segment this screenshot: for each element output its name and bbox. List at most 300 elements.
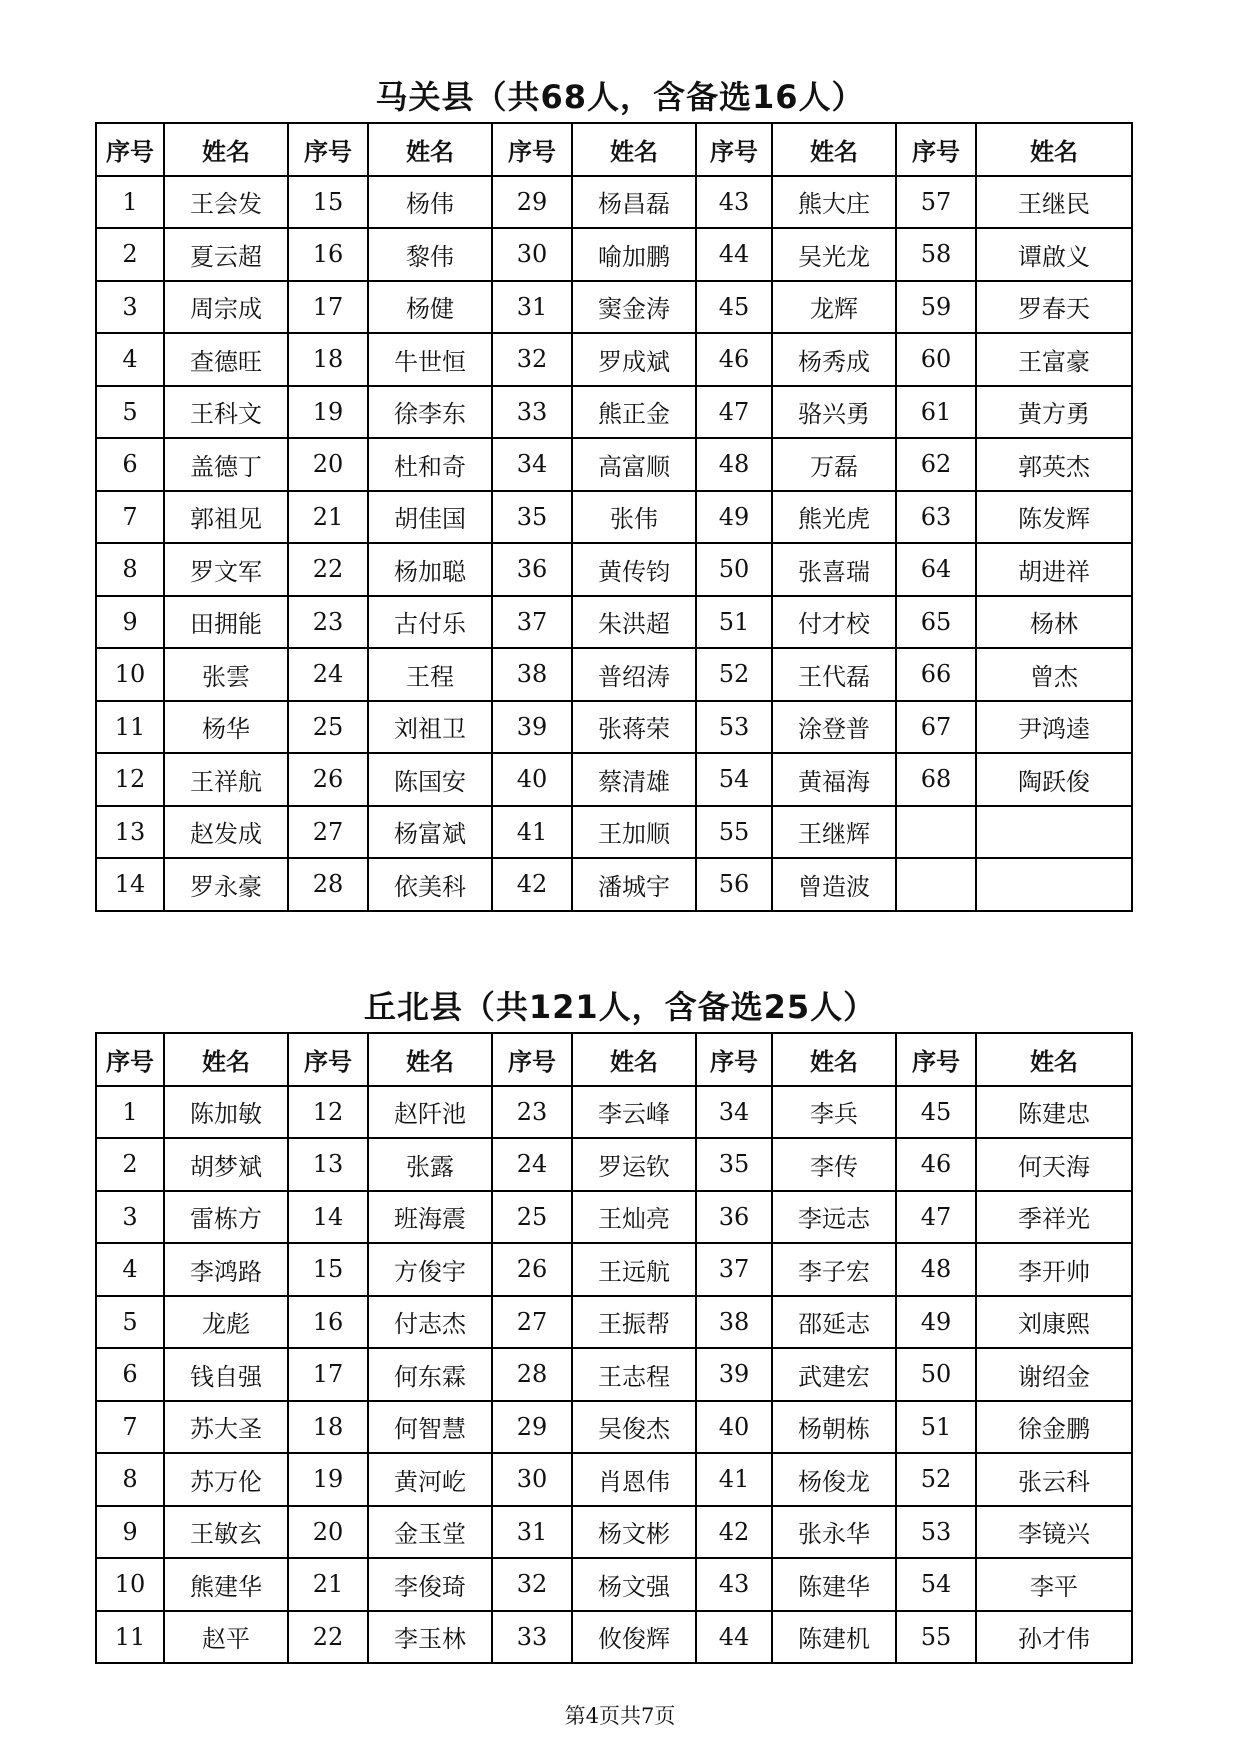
name-cell: 邵延志 — [772, 1296, 896, 1349]
name-cell: 李俊琦 — [368, 1558, 492, 1611]
seq-cell: 45 — [896, 1086, 976, 1139]
name-cell: 雷栋方 — [164, 1191, 288, 1244]
name-cell: 胡佳国 — [368, 491, 492, 544]
seq-cell: 49 — [696, 491, 772, 544]
seq-cell: 2 — [96, 228, 164, 281]
seq-cell: 46 — [696, 333, 772, 386]
name-cell: 钱自强 — [164, 1348, 288, 1401]
seq-cell: 32 — [492, 333, 572, 386]
name-cell: 高富顺 — [572, 438, 696, 491]
name-cell: 黄福海 — [772, 753, 896, 806]
name-cell: 张露 — [368, 1138, 492, 1191]
seq-cell: 37 — [696, 1243, 772, 1296]
seq-cell: 13 — [96, 806, 164, 859]
seq-cell: 10 — [96, 648, 164, 701]
name-cell: 夏云超 — [164, 228, 288, 281]
name-cell: 何东霖 — [368, 1348, 492, 1401]
name-cell: 王志程 — [572, 1348, 696, 1401]
header-row — [96, 1033, 1132, 1086]
seq-cell: 33 — [492, 1611, 572, 1664]
seq-cell: 36 — [696, 1191, 772, 1244]
seq-cell: 55 — [896, 1611, 976, 1664]
name-cell: 杨文强 — [572, 1558, 696, 1611]
name-cell: 赵平 — [164, 1611, 288, 1664]
header-seq: 序号 — [696, 1033, 772, 1086]
seq-cell: 50 — [696, 543, 772, 596]
name-cell: 杨加聪 — [368, 543, 492, 596]
name-cell: 陈发辉 — [976, 491, 1132, 544]
name-cell: 黄方勇 — [976, 386, 1132, 439]
table-row — [96, 333, 1132, 386]
name-cell: 班海震 — [368, 1191, 492, 1244]
seq-cell: 44 — [696, 1611, 772, 1664]
seq-cell: 29 — [492, 1401, 572, 1454]
name-cell: 王富豪 — [976, 333, 1132, 386]
name-cell: 杨昌磊 — [572, 176, 696, 229]
name-cell: 郭祖见 — [164, 491, 288, 544]
name-cell: 付志杰 — [368, 1296, 492, 1349]
name-cell — [976, 858, 1132, 911]
seq-cell: 63 — [896, 491, 976, 544]
table-row — [96, 753, 1132, 806]
name-cell: 赵阡池 — [368, 1086, 492, 1139]
seq-cell: 9 — [96, 596, 164, 649]
name-cell: 刘康熙 — [976, 1296, 1132, 1349]
name-cell: 王远航 — [572, 1243, 696, 1296]
seq-cell: 65 — [896, 596, 976, 649]
seq-cell: 34 — [492, 438, 572, 491]
name-cell: 王灿亮 — [572, 1191, 696, 1244]
seq-cell: 8 — [96, 1453, 164, 1506]
name-cell: 李子宏 — [772, 1243, 896, 1296]
name-cell: 王科文 — [164, 386, 288, 439]
seq-cell: 35 — [492, 491, 572, 544]
seq-cell: 38 — [696, 1296, 772, 1349]
header-seq: 序号 — [896, 1033, 976, 1086]
name-cell: 谭啟义 — [976, 228, 1132, 281]
name-cell: 刘祖卫 — [368, 701, 492, 754]
table-row — [96, 386, 1132, 439]
name-cell: 徐金鹏 — [976, 1401, 1132, 1454]
name-cell: 李兵 — [772, 1086, 896, 1139]
seq-cell: 66 — [896, 648, 976, 701]
name-cell: 潘城宇 — [572, 858, 696, 911]
seq-cell: 43 — [696, 1558, 772, 1611]
name-cell: 曾杰 — [976, 648, 1132, 701]
name-cell: 攸俊辉 — [572, 1611, 696, 1664]
name-cell: 杨俊龙 — [772, 1453, 896, 1506]
table-row — [96, 648, 1132, 701]
seq-cell: 36 — [492, 543, 572, 596]
seq-cell: 46 — [896, 1138, 976, 1191]
name-cell: 牛世恒 — [368, 333, 492, 386]
name-cell: 龙彪 — [164, 1296, 288, 1349]
table-row — [96, 1348, 1132, 1401]
seq-cell: 52 — [896, 1453, 976, 1506]
seq-cell: 42 — [696, 1506, 772, 1559]
name-cell: 张永华 — [772, 1506, 896, 1559]
seq-cell: 55 — [696, 806, 772, 859]
seq-cell: 44 — [696, 228, 772, 281]
seq-cell: 26 — [492, 1243, 572, 1296]
header-name: 姓名 — [368, 1033, 492, 1086]
seq-cell: 38 — [492, 648, 572, 701]
name-cell: 王程 — [368, 648, 492, 701]
name-cell: 武建宏 — [772, 1348, 896, 1401]
name-cell: 黎伟 — [368, 228, 492, 281]
header-seq: 序号 — [492, 123, 572, 176]
name-cell: 杨林 — [976, 596, 1132, 649]
name-cell: 何天海 — [976, 1138, 1132, 1191]
table-row — [96, 438, 1132, 491]
seq-cell: 18 — [288, 1401, 368, 1454]
seq-cell: 11 — [96, 701, 164, 754]
seq-cell: 57 — [896, 176, 976, 229]
header-name: 姓名 — [164, 123, 288, 176]
seq-cell: 13 — [288, 1138, 368, 1191]
name-cell: 李镜兴 — [976, 1506, 1132, 1559]
name-cell: 付才校 — [772, 596, 896, 649]
table-row — [96, 701, 1132, 754]
seq-cell: 10 — [96, 1558, 164, 1611]
table-row — [96, 1296, 1132, 1349]
seq-cell: 29 — [492, 176, 572, 229]
seq-cell: 47 — [896, 1191, 976, 1244]
seq-cell: 11 — [96, 1611, 164, 1664]
seq-cell: 19 — [288, 386, 368, 439]
name-cell: 谢绍金 — [976, 1348, 1132, 1401]
seq-cell: 21 — [288, 1558, 368, 1611]
name-cell: 骆兴勇 — [772, 386, 896, 439]
seq-cell: 56 — [696, 858, 772, 911]
name-cell: 王继辉 — [772, 806, 896, 859]
name-cell: 曾造波 — [772, 858, 896, 911]
name-cell: 张雲 — [164, 648, 288, 701]
seq-cell: 37 — [492, 596, 572, 649]
seq-cell: 59 — [896, 281, 976, 334]
name-cell: 熊光虎 — [772, 491, 896, 544]
header-seq: 序号 — [288, 123, 368, 176]
seq-cell: 1 — [96, 176, 164, 229]
name-cell: 金玉堂 — [368, 1506, 492, 1559]
name-cell: 古付乐 — [368, 596, 492, 649]
name-cell: 陈加敏 — [164, 1086, 288, 1139]
seq-cell: 41 — [696, 1453, 772, 1506]
name-cell: 李开帅 — [976, 1243, 1132, 1296]
seq-cell: 1 — [96, 1086, 164, 1139]
seq-cell: 64 — [896, 543, 976, 596]
name-cell: 查德旺 — [164, 333, 288, 386]
name-cell: 李传 — [772, 1138, 896, 1191]
name-cell: 吴光龙 — [772, 228, 896, 281]
seq-cell: 27 — [288, 806, 368, 859]
seq-cell: 52 — [696, 648, 772, 701]
name-cell: 周宗成 — [164, 281, 288, 334]
seq-cell: 28 — [288, 858, 368, 911]
seq-cell: 31 — [492, 281, 572, 334]
seq-cell — [896, 858, 976, 911]
seq-cell: 4 — [96, 1243, 164, 1296]
seq-cell: 54 — [696, 753, 772, 806]
header-seq: 序号 — [96, 123, 164, 176]
name-cell: 窦金涛 — [572, 281, 696, 334]
name-cell: 蔡清雄 — [572, 753, 696, 806]
name-cell: 杨文彬 — [572, 1506, 696, 1559]
seq-cell — [896, 806, 976, 859]
name-cell: 苏大圣 — [164, 1401, 288, 1454]
page-footer: 第4页共7页 — [564, 1704, 676, 1728]
seq-cell: 67 — [896, 701, 976, 754]
seq-cell: 23 — [492, 1086, 572, 1139]
seq-cell: 39 — [696, 1348, 772, 1401]
seq-cell: 8 — [96, 543, 164, 596]
seq-cell: 24 — [288, 648, 368, 701]
seq-cell: 60 — [896, 333, 976, 386]
seq-cell: 6 — [96, 1348, 164, 1401]
seq-cell: 51 — [696, 596, 772, 649]
seq-cell: 42 — [492, 858, 572, 911]
seq-cell: 22 — [288, 543, 368, 596]
seq-cell: 17 — [288, 281, 368, 334]
name-cell: 陈建忠 — [976, 1086, 1132, 1139]
name-cell: 徐李东 — [368, 386, 492, 439]
table-row — [96, 281, 1132, 334]
name-cell: 苏万伦 — [164, 1453, 288, 1506]
seq-cell: 43 — [696, 176, 772, 229]
name-cell: 依美科 — [368, 858, 492, 911]
name-cell: 杨伟 — [368, 176, 492, 229]
seq-cell: 4 — [96, 333, 164, 386]
seq-cell: 7 — [96, 491, 164, 544]
seq-cell: 58 — [896, 228, 976, 281]
seq-cell: 33 — [492, 386, 572, 439]
name-cell: 肖恩伟 — [572, 1453, 696, 1506]
table-row — [96, 1453, 1132, 1506]
name-cell: 王代磊 — [772, 648, 896, 701]
table-row — [96, 1401, 1132, 1454]
name-cell — [976, 806, 1132, 859]
table-row — [96, 858, 1132, 911]
name-cell: 吴俊杰 — [572, 1401, 696, 1454]
seq-cell: 32 — [492, 1558, 572, 1611]
name-cell: 龙辉 — [772, 281, 896, 334]
roster-table-maguan — [95, 122, 1133, 912]
roster-table-qiubei — [95, 1032, 1133, 1664]
seq-cell: 5 — [96, 386, 164, 439]
header-name: 姓名 — [368, 123, 492, 176]
table-row — [96, 1506, 1132, 1559]
seq-cell: 31 — [492, 1506, 572, 1559]
seq-cell: 24 — [492, 1138, 572, 1191]
header-name: 姓名 — [572, 123, 696, 176]
name-cell: 万磊 — [772, 438, 896, 491]
header-name: 姓名 — [164, 1033, 288, 1086]
name-cell: 熊大庄 — [772, 176, 896, 229]
seq-cell: 12 — [96, 753, 164, 806]
name-cell: 李平 — [976, 1558, 1132, 1611]
name-cell: 李鸿路 — [164, 1243, 288, 1296]
name-cell: 杨健 — [368, 281, 492, 334]
seq-cell: 18 — [288, 333, 368, 386]
seq-cell: 54 — [896, 1558, 976, 1611]
table-row — [96, 806, 1132, 859]
table-row — [96, 543, 1132, 596]
seq-cell: 39 — [492, 701, 572, 754]
name-cell: 朱洪超 — [572, 596, 696, 649]
name-cell: 盖德丁 — [164, 438, 288, 491]
header-name: 姓名 — [976, 123, 1132, 176]
seq-cell: 21 — [288, 491, 368, 544]
table-row — [96, 1243, 1132, 1296]
name-cell: 胡梦斌 — [164, 1138, 288, 1191]
name-cell: 尹鸿逵 — [976, 701, 1132, 754]
name-cell: 涂登普 — [772, 701, 896, 754]
header-name: 姓名 — [772, 1033, 896, 1086]
table-row — [96, 491, 1132, 544]
name-cell: 喻加鹏 — [572, 228, 696, 281]
seq-cell: 16 — [288, 228, 368, 281]
name-cell: 陈建机 — [772, 1611, 896, 1664]
name-cell: 张喜瑞 — [772, 543, 896, 596]
name-cell: 普绍涛 — [572, 648, 696, 701]
name-cell: 王敏玄 — [164, 1506, 288, 1559]
seq-cell: 6 — [96, 438, 164, 491]
seq-cell: 12 — [288, 1086, 368, 1139]
name-cell: 张蒋荣 — [572, 701, 696, 754]
name-cell: 熊正金 — [572, 386, 696, 439]
name-cell: 黄传钧 — [572, 543, 696, 596]
name-cell: 李远志 — [772, 1191, 896, 1244]
seq-cell: 62 — [896, 438, 976, 491]
header-seq: 序号 — [696, 123, 772, 176]
table-row — [96, 176, 1132, 229]
seq-cell: 3 — [96, 281, 164, 334]
seq-cell: 30 — [492, 228, 572, 281]
seq-cell: 51 — [896, 1401, 976, 1454]
name-cell: 陈建华 — [772, 1558, 896, 1611]
seq-cell: 16 — [288, 1296, 368, 1349]
name-cell: 杜和奇 — [368, 438, 492, 491]
seq-cell: 15 — [288, 1243, 368, 1296]
name-cell: 胡进祥 — [976, 543, 1132, 596]
header-seq: 序号 — [288, 1033, 368, 1086]
seq-cell: 22 — [288, 1611, 368, 1664]
header-seq: 序号 — [96, 1033, 164, 1086]
seq-cell: 17 — [288, 1348, 368, 1401]
name-cell: 张云科 — [976, 1453, 1132, 1506]
table-row — [96, 596, 1132, 649]
section-title-qiubei: 丘北县（共121人，含备选25人） — [363, 988, 877, 1026]
seq-cell: 34 — [696, 1086, 772, 1139]
seq-cell: 53 — [696, 701, 772, 754]
name-cell: 罗永豪 — [164, 858, 288, 911]
name-cell: 郭英杰 — [976, 438, 1132, 491]
name-cell: 赵发成 — [164, 806, 288, 859]
header-seq: 序号 — [492, 1033, 572, 1086]
name-cell: 杨秀成 — [772, 333, 896, 386]
header-name: 姓名 — [572, 1033, 696, 1086]
seq-cell: 5 — [96, 1296, 164, 1349]
name-cell: 孙才伟 — [976, 1611, 1132, 1664]
name-cell: 王继民 — [976, 176, 1132, 229]
name-cell: 杨富斌 — [368, 806, 492, 859]
seq-cell: 68 — [896, 753, 976, 806]
table-row — [96, 1558, 1132, 1611]
table-row — [96, 1611, 1132, 1664]
name-cell: 罗成斌 — [572, 333, 696, 386]
seq-cell: 14 — [288, 1191, 368, 1244]
name-cell: 田拥能 — [164, 596, 288, 649]
seq-cell: 28 — [492, 1348, 572, 1401]
seq-cell: 26 — [288, 753, 368, 806]
section-title-maguan: 马关县（共68人，含备选16人） — [375, 78, 865, 116]
seq-cell: 9 — [96, 1506, 164, 1559]
name-cell: 王加顺 — [572, 806, 696, 859]
name-cell: 李云峰 — [572, 1086, 696, 1139]
seq-cell: 15 — [288, 176, 368, 229]
seq-cell: 14 — [96, 858, 164, 911]
table-row — [96, 1086, 1132, 1139]
name-cell: 王会发 — [164, 176, 288, 229]
name-cell: 熊建华 — [164, 1558, 288, 1611]
seq-cell: 25 — [492, 1191, 572, 1244]
seq-cell: 50 — [896, 1348, 976, 1401]
name-cell: 陈国安 — [368, 753, 492, 806]
name-cell: 张伟 — [572, 491, 696, 544]
table-row — [96, 1138, 1132, 1191]
name-cell: 李玉林 — [368, 1611, 492, 1664]
seq-cell: 40 — [696, 1401, 772, 1454]
seq-cell: 48 — [896, 1243, 976, 1296]
name-cell: 王振帮 — [572, 1296, 696, 1349]
seq-cell: 19 — [288, 1453, 368, 1506]
header-row — [96, 123, 1132, 176]
header-seq: 序号 — [896, 123, 976, 176]
seq-cell: 30 — [492, 1453, 572, 1506]
seq-cell: 3 — [96, 1191, 164, 1244]
name-cell: 黄河屹 — [368, 1453, 492, 1506]
seq-cell: 23 — [288, 596, 368, 649]
seq-cell: 45 — [696, 281, 772, 334]
seq-cell: 35 — [696, 1138, 772, 1191]
table-row — [96, 228, 1132, 281]
name-cell: 方俊宇 — [368, 1243, 492, 1296]
seq-cell: 61 — [896, 386, 976, 439]
name-cell: 杨华 — [164, 701, 288, 754]
seq-cell: 49 — [896, 1296, 976, 1349]
seq-cell: 7 — [96, 1401, 164, 1454]
seq-cell: 20 — [288, 1506, 368, 1559]
header-name: 姓名 — [976, 1033, 1132, 1086]
seq-cell: 40 — [492, 753, 572, 806]
seq-cell: 47 — [696, 386, 772, 439]
seq-cell: 25 — [288, 701, 368, 754]
seq-cell: 53 — [896, 1506, 976, 1559]
seq-cell: 27 — [492, 1296, 572, 1349]
name-cell: 王祥航 — [164, 753, 288, 806]
table-row — [96, 1191, 1132, 1244]
header-name: 姓名 — [772, 123, 896, 176]
name-cell: 杨朝栋 — [772, 1401, 896, 1454]
name-cell: 何智慧 — [368, 1401, 492, 1454]
seq-cell: 48 — [696, 438, 772, 491]
name-cell: 季祥光 — [976, 1191, 1132, 1244]
name-cell: 罗文军 — [164, 543, 288, 596]
name-cell: 陶跃俊 — [976, 753, 1132, 806]
seq-cell: 2 — [96, 1138, 164, 1191]
name-cell: 罗运钦 — [572, 1138, 696, 1191]
name-cell: 罗春天 — [976, 281, 1132, 334]
